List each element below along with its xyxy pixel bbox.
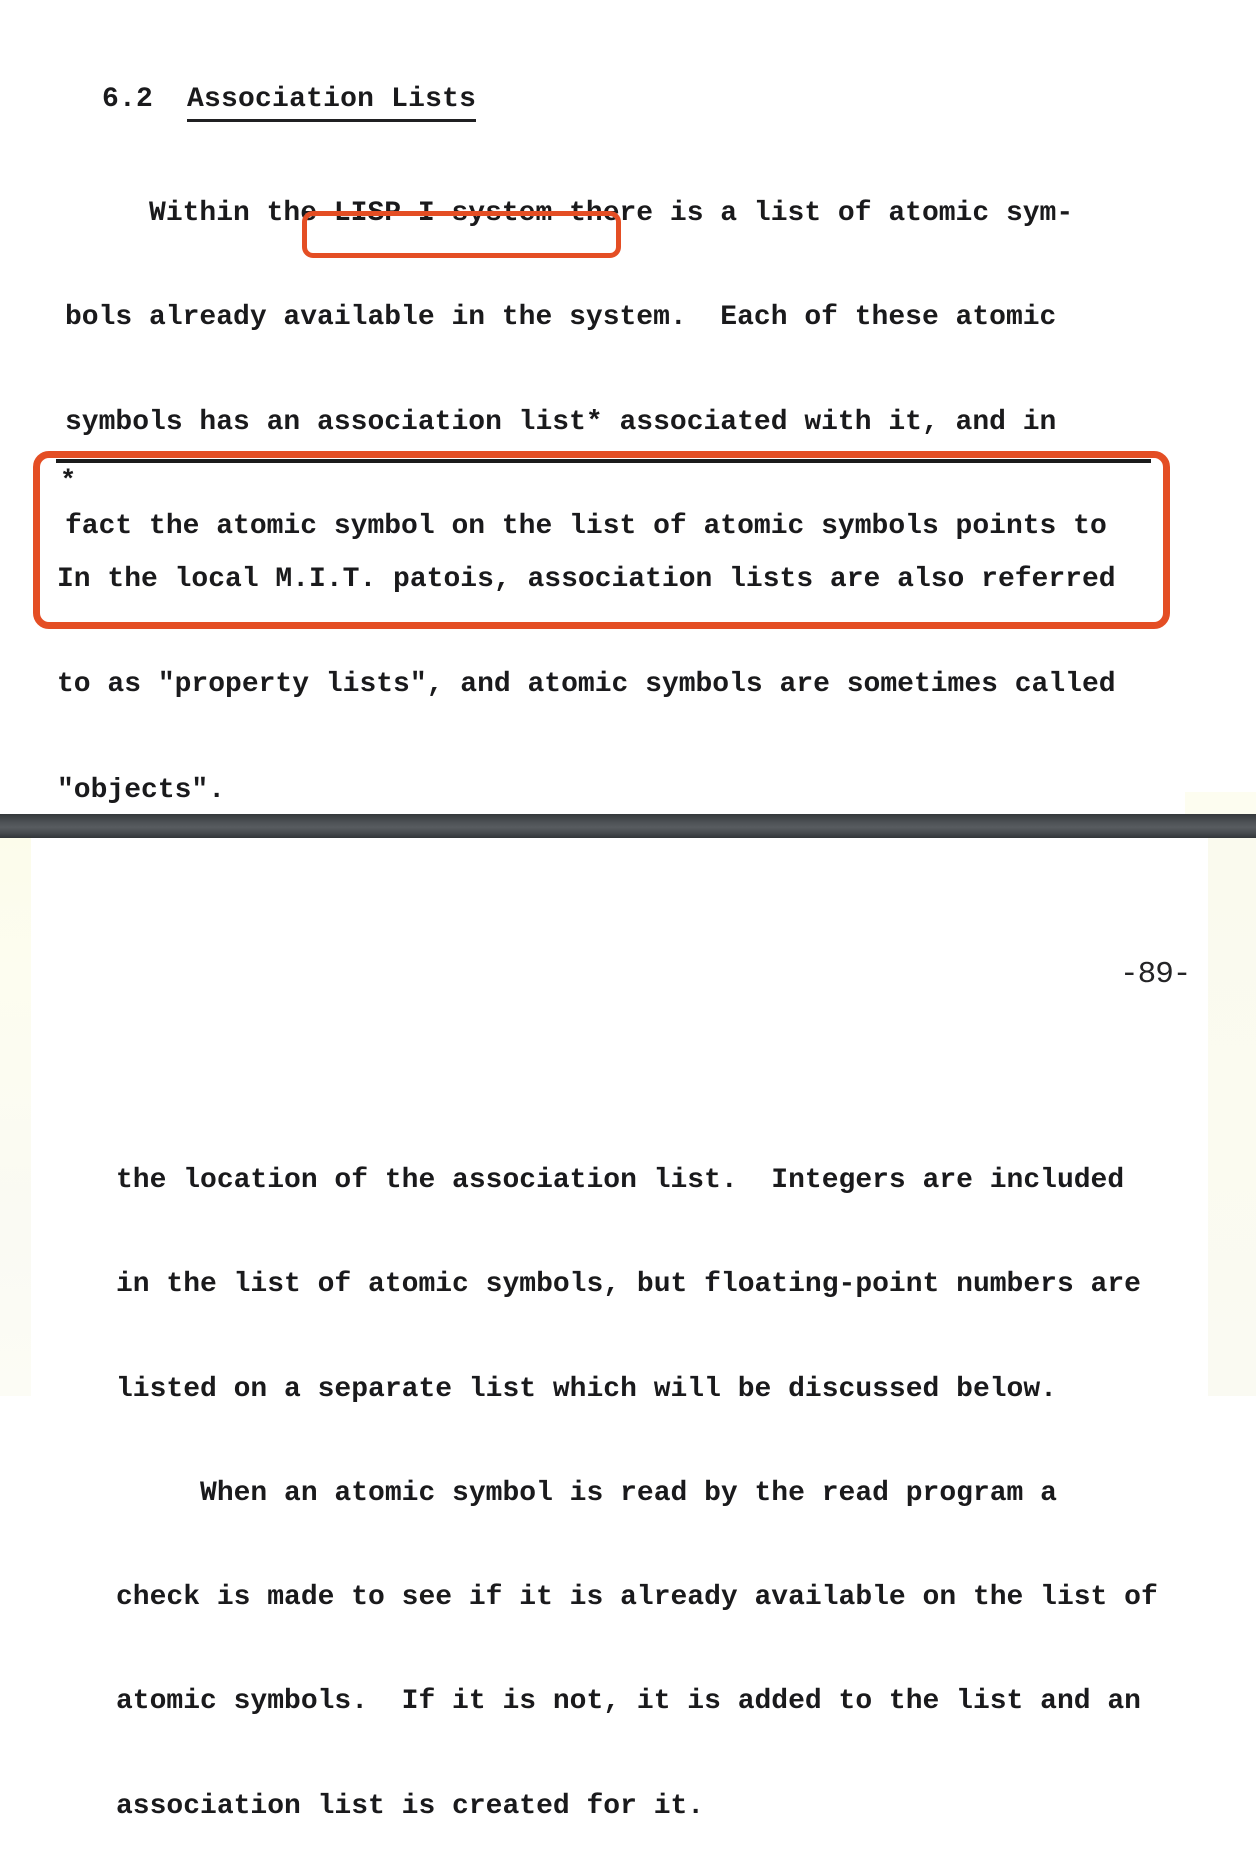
text-line: check is made to see if it is already available on the list of [116, 1582, 1158, 1614]
page2-left-edge [0, 838, 31, 1396]
text-line: "objects". [57, 774, 226, 806]
text-line: In the local M.I.T. patois, association lists are also referred [57, 564, 1116, 595]
text-line: the location of the association list. Integers are included [116, 1165, 1125, 1196]
footnote-separator-rule [56, 459, 1151, 463]
text-line: symbols has an association list* associated with it, and in [65, 406, 1057, 438]
annotation-box-association-list [302, 211, 621, 258]
section-title: Association Lists [187, 84, 476, 122]
text-line: fact the atomic symbol on the list of atomic symbols points to [65, 510, 1107, 542]
section-heading [68, 52, 476, 116]
page-number: -89- [1120, 957, 1191, 992]
footnote-marker: * [60, 467, 77, 497]
text-line: to as "property lists", and atomic symbols are sometimes called [57, 669, 1116, 701]
heading-gap [153, 84, 187, 115]
page2-right-edge [1208, 838, 1256, 1396]
page-separator-bar [0, 814, 1256, 838]
text-line: association list is created for it. [116, 1790, 705, 1822]
section-number: 6.2 [102, 84, 154, 115]
text-line: When an atomic symbol is read by the read program a [116, 1477, 1057, 1509]
text-line: in the list of atomic symbols, but floating-point numbers are [116, 1269, 1141, 1301]
text-line: Within the LISP I system there is a list of atomic sym- [65, 198, 1074, 229]
annotation-box-footnote [33, 451, 1170, 806]
text-line: atomic symbols. If it is not, it is added to the list and an [116, 1686, 1141, 1718]
text-line: listed on a separate list which will be discussed below. [116, 1373, 1057, 1405]
page1-edge-tint [1185, 792, 1256, 814]
text-line: bols already available in the system. Each of these atomic [65, 302, 1057, 334]
page2-paragraph [116, 1098, 1158, 1859]
